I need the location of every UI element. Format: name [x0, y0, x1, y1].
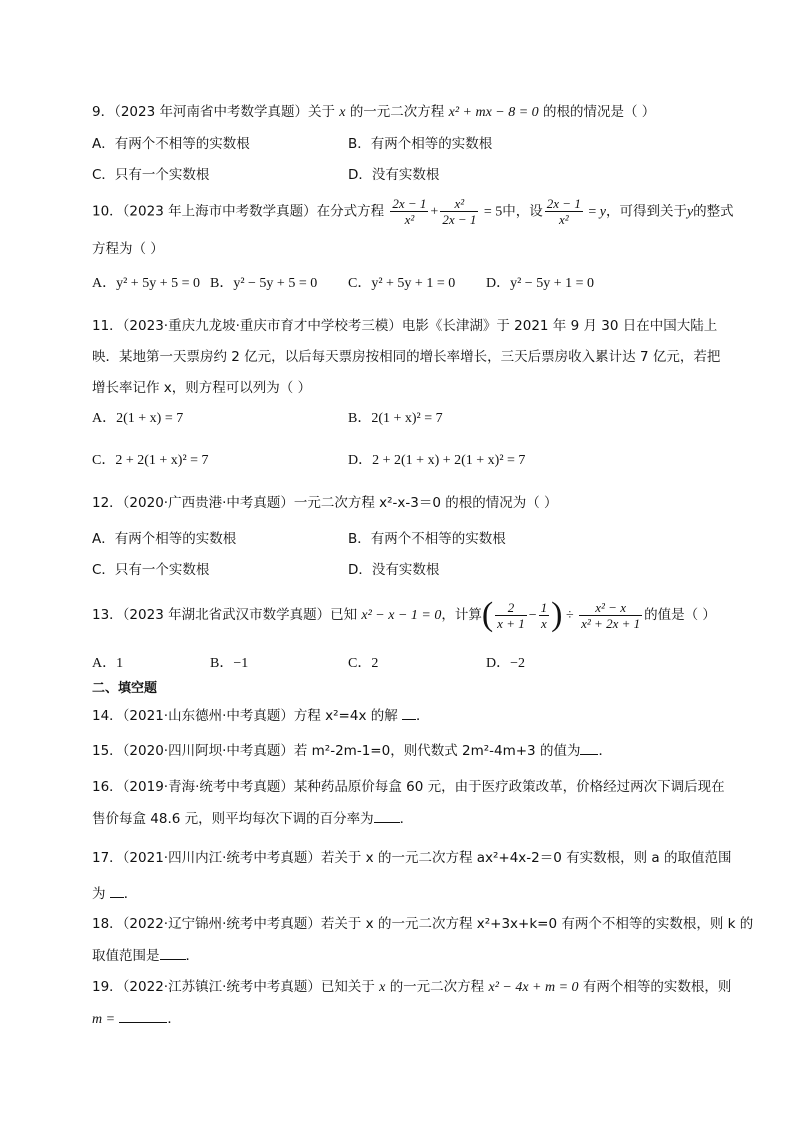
q11-option-d: D．2 + 2(1 + x) + 2(1 + x)² = 7 [348, 453, 526, 468]
q9-option-d: D．没有实数根 [348, 167, 440, 183]
question-10-stem: 10．（2023 年上海市中考数学真题）在分式方程 $\frac{2x - 1}{\text{x²}}$ + $\frac{\text{x²}}{2x - 1}$ = 5中，设 $\frac{2x - 1}{\text{x²}}$ = y，可得到关于y的整式 [92, 196, 734, 227]
q10-option-d: D．y² − 5y + 1 = 0 [486, 276, 594, 291]
question-11-line2: 映．某地第一天票房约 2 亿元，以后每天票房按相同的增长率增长，三天后票房收入累计达 7 亿元，若把 [92, 349, 721, 365]
q11-option-c: C．2 + 2(1 + x)² = 7 [92, 453, 209, 468]
question-12-stem: 12．（2020·广西贵港·中考真题）一元二次方程 x²-x-3＝0 的根的情况为（ ） [92, 495, 558, 511]
question-15: 15．（2020·四川阿坝·中考真题）若 m²-2m-1=0，则代数式 2m²-4m+3 的值为 ． [92, 743, 612, 759]
question-11-line3: 增长率记作 x，则方程可以列为（ ） [92, 380, 312, 396]
question-16-line2: 售价每盒 48.6 元，则平均每次下调的百分率为 ． [92, 811, 414, 827]
question-16-line1: 16．（2019·青海·统考中考真题）某种药品原价每盒 60 元，由于医疗政策改革，价格经过两次下调后现在 [92, 779, 725, 795]
q13-option-b: B．−1 [210, 656, 249, 671]
q10-option-c: C．y² + 5y + 1 = 0 [348, 276, 456, 291]
q12-option-b: B．有两个不相等的实数根 [348, 531, 506, 547]
section-heading-fill-in: 二、填空题 [92, 681, 158, 696]
fraction-2: $\frac{\text{x²}}{2x - 1}$ [442, 196, 477, 227]
q11-option-b: B．2(1 + x)² = 7 [348, 411, 443, 426]
q10-option-a: A．y² + 5y + 5 = 0 [92, 276, 200, 291]
question-10-line2: 方程为（ ） [92, 241, 164, 257]
q13-option-c: C．2 [348, 656, 379, 671]
fraction-3: $\frac{2x - 1}{\text{x²}}$ [546, 196, 581, 227]
q13-option-d: D．−2 [486, 656, 526, 671]
question-19-line2: m = ． [92, 1011, 181, 1027]
q9-option-c: C．只有一个实数根 [92, 167, 210, 183]
question-17-line2: 为 ． [92, 886, 138, 902]
question-13-stem: 13．（2023 年湖北省武汉市数学真题）已知 x² − x − 1 = 0，计算( $\frac{2}{x + 1}$ − $\frac{1}{x}$ ) ÷ $\frac{\text{x² − x}}{\text{x² + 2x + 1}}$ 的值是（ ） [92, 596, 716, 633]
q12-option-a: A．有两个相等的实数根 [92, 531, 237, 547]
question-11-line1: 11．（2023·重庆九龙坡·重庆市育才中学校考三模）电影《长津湖》于 2021 年 9 月 30 日在中国大陆上 [92, 318, 718, 334]
q11-option-a: A．2(1 + x) = 7 [92, 411, 184, 426]
fraction-1: $\frac{2x - 1}{\text{x²}}$ [392, 196, 427, 227]
question-18-line2: 取值范围是 ． [92, 948, 199, 964]
q9-option-a: A．有两个不相等的实数根 [92, 136, 250, 152]
question-9-stem: 9．（2023 年河南省中考数学真题）关于 x 的一元二次方程 x² + mx − 8 = 0 的根的情况是（ ） [92, 104, 656, 120]
question-17-line1: 17．（2021·四川内江·统考中考真题）若关于 x 的一元二次方程 ax²+4x-2＝0 有实数根，则 a 的取值范围 [92, 850, 732, 866]
q13-option-a: A．1 [92, 656, 124, 671]
question-14: 14．（2021·山东德州·中考真题）方程 x²=4x 的解 ． [92, 708, 430, 724]
q9-option-b: B．有两个相等的实数根 [348, 136, 493, 152]
q12-option-c: C．只有一个实数根 [92, 562, 210, 578]
q12-option-d: D．没有实数根 [348, 562, 440, 578]
question-18-line1: 18．（2022·辽宁锦州·统考中考真题）若关于 x 的一元二次方程 x²+3x+k=0 有两个不相等的实数根，则 k 的 [92, 916, 754, 932]
question-19-line1: 19．（2022·江苏镇江·统考中考真题）已知关于 x 的一元二次方程 x² − 4x + m = 0 有两个相等的实数根，则 [92, 979, 732, 995]
q10-option-b: B．y² − 5y + 5 = 0 [210, 276, 318, 291]
